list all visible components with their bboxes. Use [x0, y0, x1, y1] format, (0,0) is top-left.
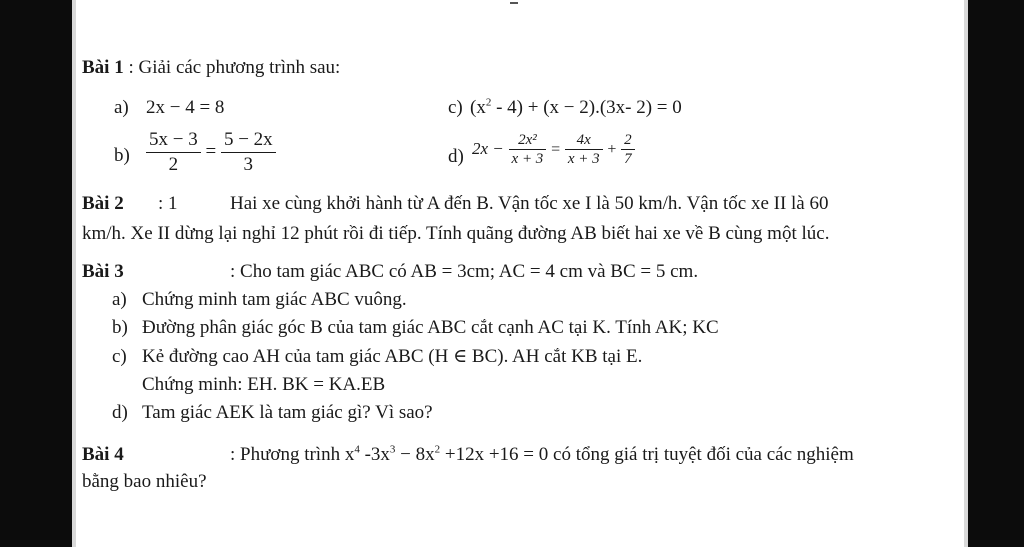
numerator: 2x²: [509, 131, 547, 150]
exercise-3a-label: a): [112, 289, 127, 310]
exercise-3c-text: Kẻ đường cao AH của tam giác ABC (H ∈ BC). AH cắt KB tại E.: [142, 346, 643, 367]
exercise-1c-label: c): [448, 97, 463, 118]
exercise-2-line-2: km/h. Xe II dừng lại nghỉ 12 phút rồi đi tiếp. Tính quãng đường AB biết hai xe về B cùng một lúc.: [82, 223, 830, 244]
exercise-3d-text: Tam giác AEK là tam giác gì? Vì sao?: [142, 402, 433, 423]
exercise-4-label-row: [82, 444, 124, 466]
exponent: 2: [485, 96, 492, 109]
numerator: 4x: [565, 131, 603, 150]
equation-part: − 8x: [395, 444, 435, 465]
denominator: x + 3: [511, 151, 544, 167]
equation-part: (x: [470, 97, 486, 118]
denominator: 7: [624, 151, 632, 167]
denominator: x + 3: [567, 151, 600, 167]
exercise-1c-equation: [470, 97, 682, 119]
exercise-1d-equation: [472, 131, 635, 168]
exercise-4-line-2: bằng bao nhiêu?: [82, 471, 207, 492]
equation-part: -3x: [359, 444, 390, 465]
fraction: [621, 131, 635, 168]
exercise-3-label: Bài 3: [82, 261, 124, 282]
exponent: 2: [434, 443, 441, 456]
exercise-3-label-row: [82, 261, 124, 283]
exercise-3c-label: c): [112, 346, 127, 367]
exercise-3b-text: Đường phân giác góc B của tam giác ABC cắt cạnh AC tại K. Tính AK; KC: [142, 317, 719, 338]
exercise-4-label: Bài 4: [82, 444, 124, 465]
exercise-2-label: Bài 2: [82, 193, 124, 214]
equation-part: +12x +16 = 0 có tổng giá trị tuyệt đối của các nghiệm: [440, 444, 854, 465]
exercise-3d-label: d): [112, 402, 128, 423]
exercise-1b-label: b): [114, 145, 130, 166]
exponent: 3: [389, 443, 396, 456]
fraction: [565, 131, 603, 168]
equals-sign: =: [205, 140, 217, 162]
exponent: 4: [354, 443, 360, 456]
exercise-3a-text: Chứng minh tam giác ABC vuông.: [142, 289, 407, 310]
numerator: 5 − 2x: [221, 128, 276, 153]
exercise-1d-label: d): [448, 146, 464, 167]
exercise-1a-label: a): [114, 97, 129, 118]
equals-sign: =: [551, 140, 561, 158]
plus-sign: +: [607, 140, 617, 158]
exercise-3c-text-2: Chứng minh: EH. BK = KA.EB: [142, 374, 386, 395]
equation-part: 2x −: [472, 138, 504, 158]
equation-part: : Phương trình x: [230, 444, 355, 465]
exercise-2-line-1: Hai xe cùng khởi hành từ A đến B. Vận tốc xe I là 50 km/h. Vận tốc xe II là 60: [230, 193, 829, 214]
exercise-3-intro: : Cho tam giác ABC có AB = 3cm; AC = 4 cm và BC = 5 cm.: [230, 261, 699, 282]
fraction: [221, 128, 276, 177]
denominator: 3: [243, 154, 254, 175]
exercise-2-label-row: [82, 193, 124, 215]
document-page: [72, 0, 968, 547]
exercise-1-label: Bài 1: [82, 57, 124, 78]
equation-part: - 4) + (x − 2).(3x- 2) = 0: [491, 97, 682, 118]
exercise-2-tag: : 1: [158, 193, 178, 214]
exercise-4-intro: [230, 444, 854, 466]
exercise-1a-equation: 2x − 4 = 8: [146, 97, 225, 118]
exercise-1b-equation: [146, 128, 276, 177]
numerator: 5x − 3: [146, 128, 201, 153]
numerator: 2: [621, 131, 635, 150]
fraction: [146, 128, 201, 177]
exercise-1-heading: [82, 57, 340, 79]
exercise-3b-label: b): [112, 317, 128, 338]
exercise-1-title: : Giải các phương trình sau:: [128, 57, 341, 78]
page-mark: [510, 2, 518, 4]
denominator: 2: [168, 154, 179, 175]
fraction: [509, 131, 547, 168]
